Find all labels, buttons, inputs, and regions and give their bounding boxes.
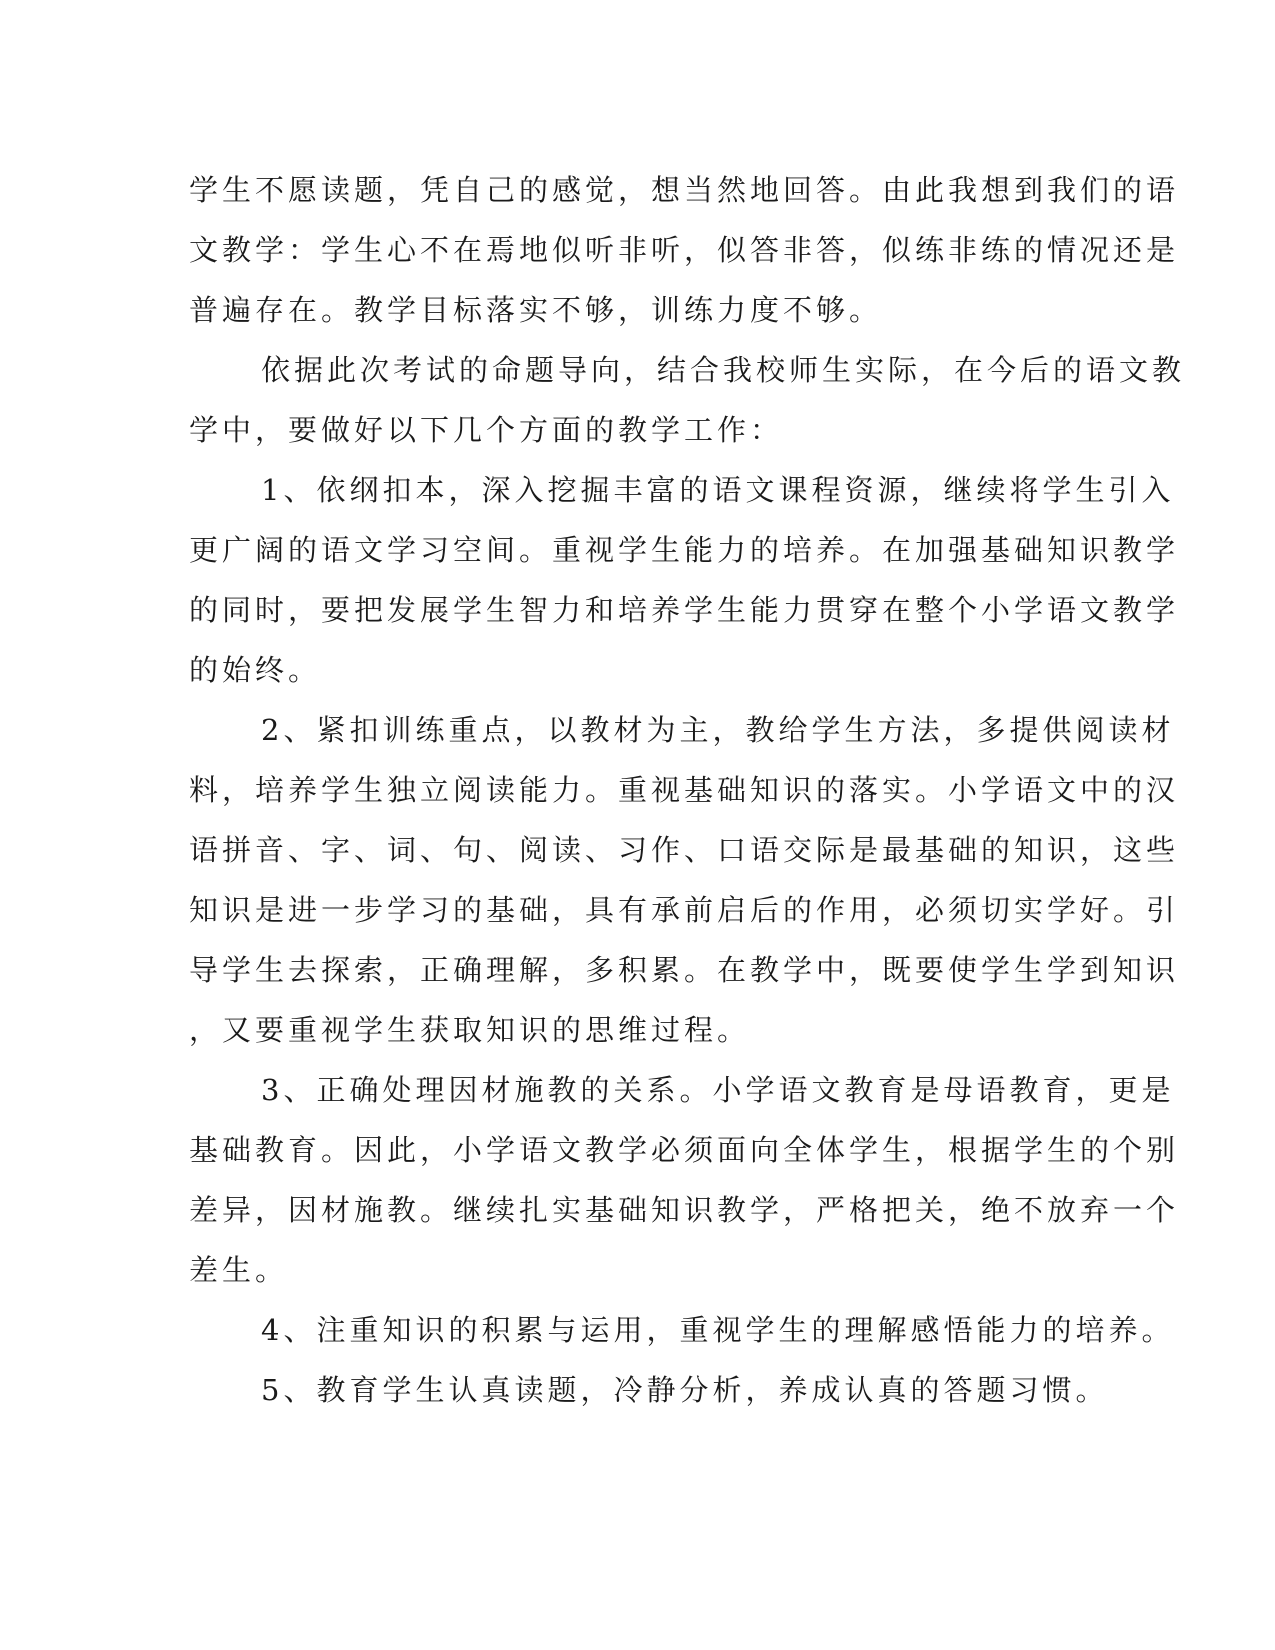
text-line: 4、注重知识的积累与运用，重视学生的理解感悟能力的培养。 bbox=[261, 1313, 1175, 1347]
paragraph-item-4 bbox=[189, 1300, 1175, 1360]
paragraph-item-5 bbox=[189, 1360, 1109, 1420]
text-line: 依据此次考试的命题导向，结合我校师生实际，在今后的语文教 bbox=[261, 353, 1186, 387]
text-line: 3、正确处理因材施教的关系。小学语文教育是母语教育，更是 bbox=[261, 1073, 1175, 1107]
paragraph-item-2 bbox=[189, 700, 1180, 1060]
text-line: 导学生去探索，正确理解，多积累。在教学中，既要使学生学到知识 bbox=[189, 953, 1180, 987]
text-line: 料，培养学生独立阅读能力。重视基础知识的落实。小学语文中的汉 bbox=[189, 773, 1180, 807]
text-line: 学生不愿读题，凭自己的感觉，想当然地回答。由此我想到我们的语 bbox=[189, 173, 1180, 207]
text-line: 5、教育学生认真读题，冷静分析，养成认真的答题习惯。 bbox=[261, 1373, 1109, 1407]
text-line: 差生。 bbox=[189, 1253, 289, 1287]
text-line: 2、紧扣训练重点，以教材为主，教给学生方法，多提供阅读材 bbox=[261, 713, 1175, 747]
text-line: 的同时，要把发展学生智力和培养学生能力贯穿在整个小学语文教学 bbox=[189, 593, 1180, 627]
paragraph-item-3 bbox=[189, 1060, 1180, 1300]
text-line: 语拼音、字、词、句、阅读、习作、口语交际是最基础的知识，这些 bbox=[189, 833, 1180, 867]
document-body bbox=[189, 160, 1186, 1420]
text-line: 更广阔的语文学习空间。重视学生能力的培养。在加强基础知识教学 bbox=[189, 533, 1180, 567]
paragraph-continuation bbox=[189, 160, 1180, 340]
text-line: ，又要重视学生获取知识的思维过程。 bbox=[189, 1013, 751, 1047]
paragraph-intro bbox=[189, 340, 1186, 460]
text-line: 知识是进一步学习的基础，具有承前启后的作用，必须切实学好。引 bbox=[189, 893, 1180, 927]
text-line: 的始终。 bbox=[189, 653, 322, 687]
text-line: 1、依纲扣本，深入挖掘丰富的语文课程资源，继续将学生引入 bbox=[261, 473, 1175, 507]
paragraph-item-1 bbox=[189, 460, 1180, 700]
text-line: 文教学：学生心不在焉地似听非听，似答非答，似练非练的情况还是 bbox=[189, 233, 1180, 267]
text-line: 差异，因材施教。继续扎实基础知识教学，严格把关，绝不放弃一个 bbox=[189, 1193, 1180, 1227]
text-line: 基础教育。因此，小学语文教学必须面向全体学生，根据学生的个别 bbox=[189, 1133, 1180, 1167]
text-line: 普遍存在。教学目标落实不够，训练力度不够。 bbox=[189, 293, 883, 327]
text-line: 学中，要做好以下几个方面的教学工作： bbox=[189, 413, 784, 447]
